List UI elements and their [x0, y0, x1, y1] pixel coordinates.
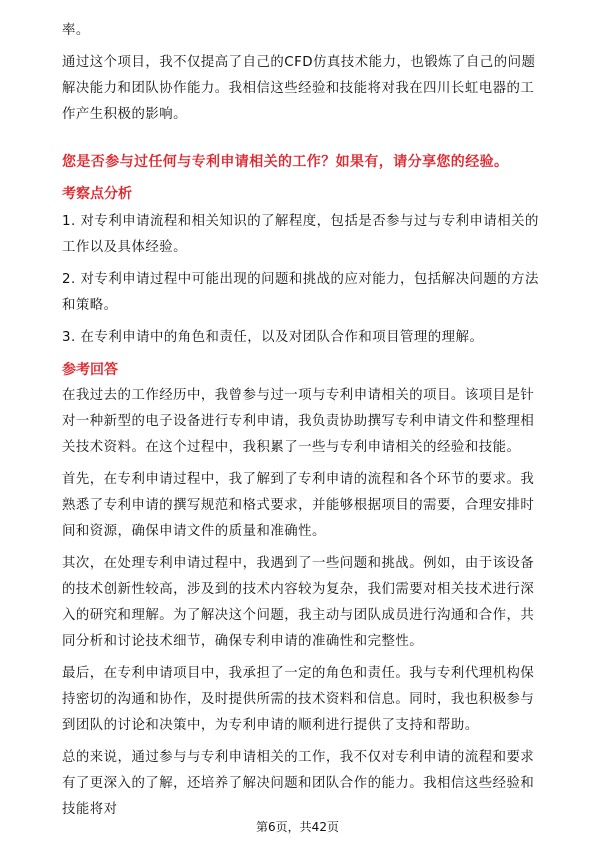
intro-paragraph: 通过这个项目，我不仅提高了自己的CFD仿真技术能力，也锻炼了自己的问题解决能力和团队协作能力。我相信这些经验和技能将对我在四川长虹电器的工作产生积极的影响。	[62, 55, 536, 122]
answer-paragraph: 在我过去的工作经历中，我曾参与过一项与专利申请相关的项目。该项目是针对一种新型的电子设备进行专利申请，我负责协助撰写专利申请文件和整理相关技术资料。在这个过程中，我积累了一些与专利申请相关的经验和技能。	[62, 388, 535, 455]
analysis-item: 1. 对专利申请流程和相关知识的了解程度，包括是否参与过与专利申请相关的工作以及具体经验。	[62, 214, 539, 255]
answer-paragraph: 最后，在专利申请项目中，我承担了一定的角色和责任。我与专利代理机构保持密切的沟通和协作，及时提供所需的技术资料和信息。同时，我也积极参与到团队的讨论和决策中，为专利申请的顺利进行提供了支持和帮助。	[62, 666, 535, 733]
question-section	[62, 149, 540, 175]
answer-paragraph: 总的来说，通过参与与专利申请相关的工作，我不仅对专利申请的流程和要求有了更深入的了解，还培养了解决问题和团队合作的能力。我相信这些经验和技能将对	[62, 750, 535, 817]
answer-paragraph: 其次，在处理专利申请过程中，我遇到了一些问题和挑战。例如，由于该设备的技术创新性较高，涉及到的技术内容较为复杂，我们需要对相关技术进行深入的研究和理解。为了解决这个问题，我主动与团队成员进行沟通和合作，共同分析和讨论技术细节，确保专利申请的准确性和完整性。	[62, 556, 535, 649]
answer-title: 参考回答	[62, 362, 118, 378]
answer-paragraph: 首先，在专利申请过程中，我了解到了专利申请的流程和各个环节的要求。我熟悉了专利申请的撰写规范和格式要求，并能够根据项目的需要，合理安排时间和资源，确保申请文件的质量和准确性。	[62, 472, 535, 539]
page-number-footer: 第6页，共42页	[256, 820, 339, 834]
analysis-item: 3. 在专利申请中的角色和责任，以及对团队合作和项目管理的理解。	[62, 330, 484, 345]
question-heading: 您是否参与过任何与专利申请相关的工作？如果有，请分享您的经验。	[62, 154, 509, 170]
analysis-item: 2. 对专利申请过程中可能出现的问题和挑战的应对能力，包括解决问题的方法和策略。	[62, 272, 539, 313]
intro-paragraph: 率。	[62, 23, 90, 38]
analysis-section	[62, 182, 540, 351]
intro-section	[62, 18, 540, 128]
answer-section	[62, 358, 540, 823]
analysis-title: 考察点分析	[62, 186, 132, 202]
